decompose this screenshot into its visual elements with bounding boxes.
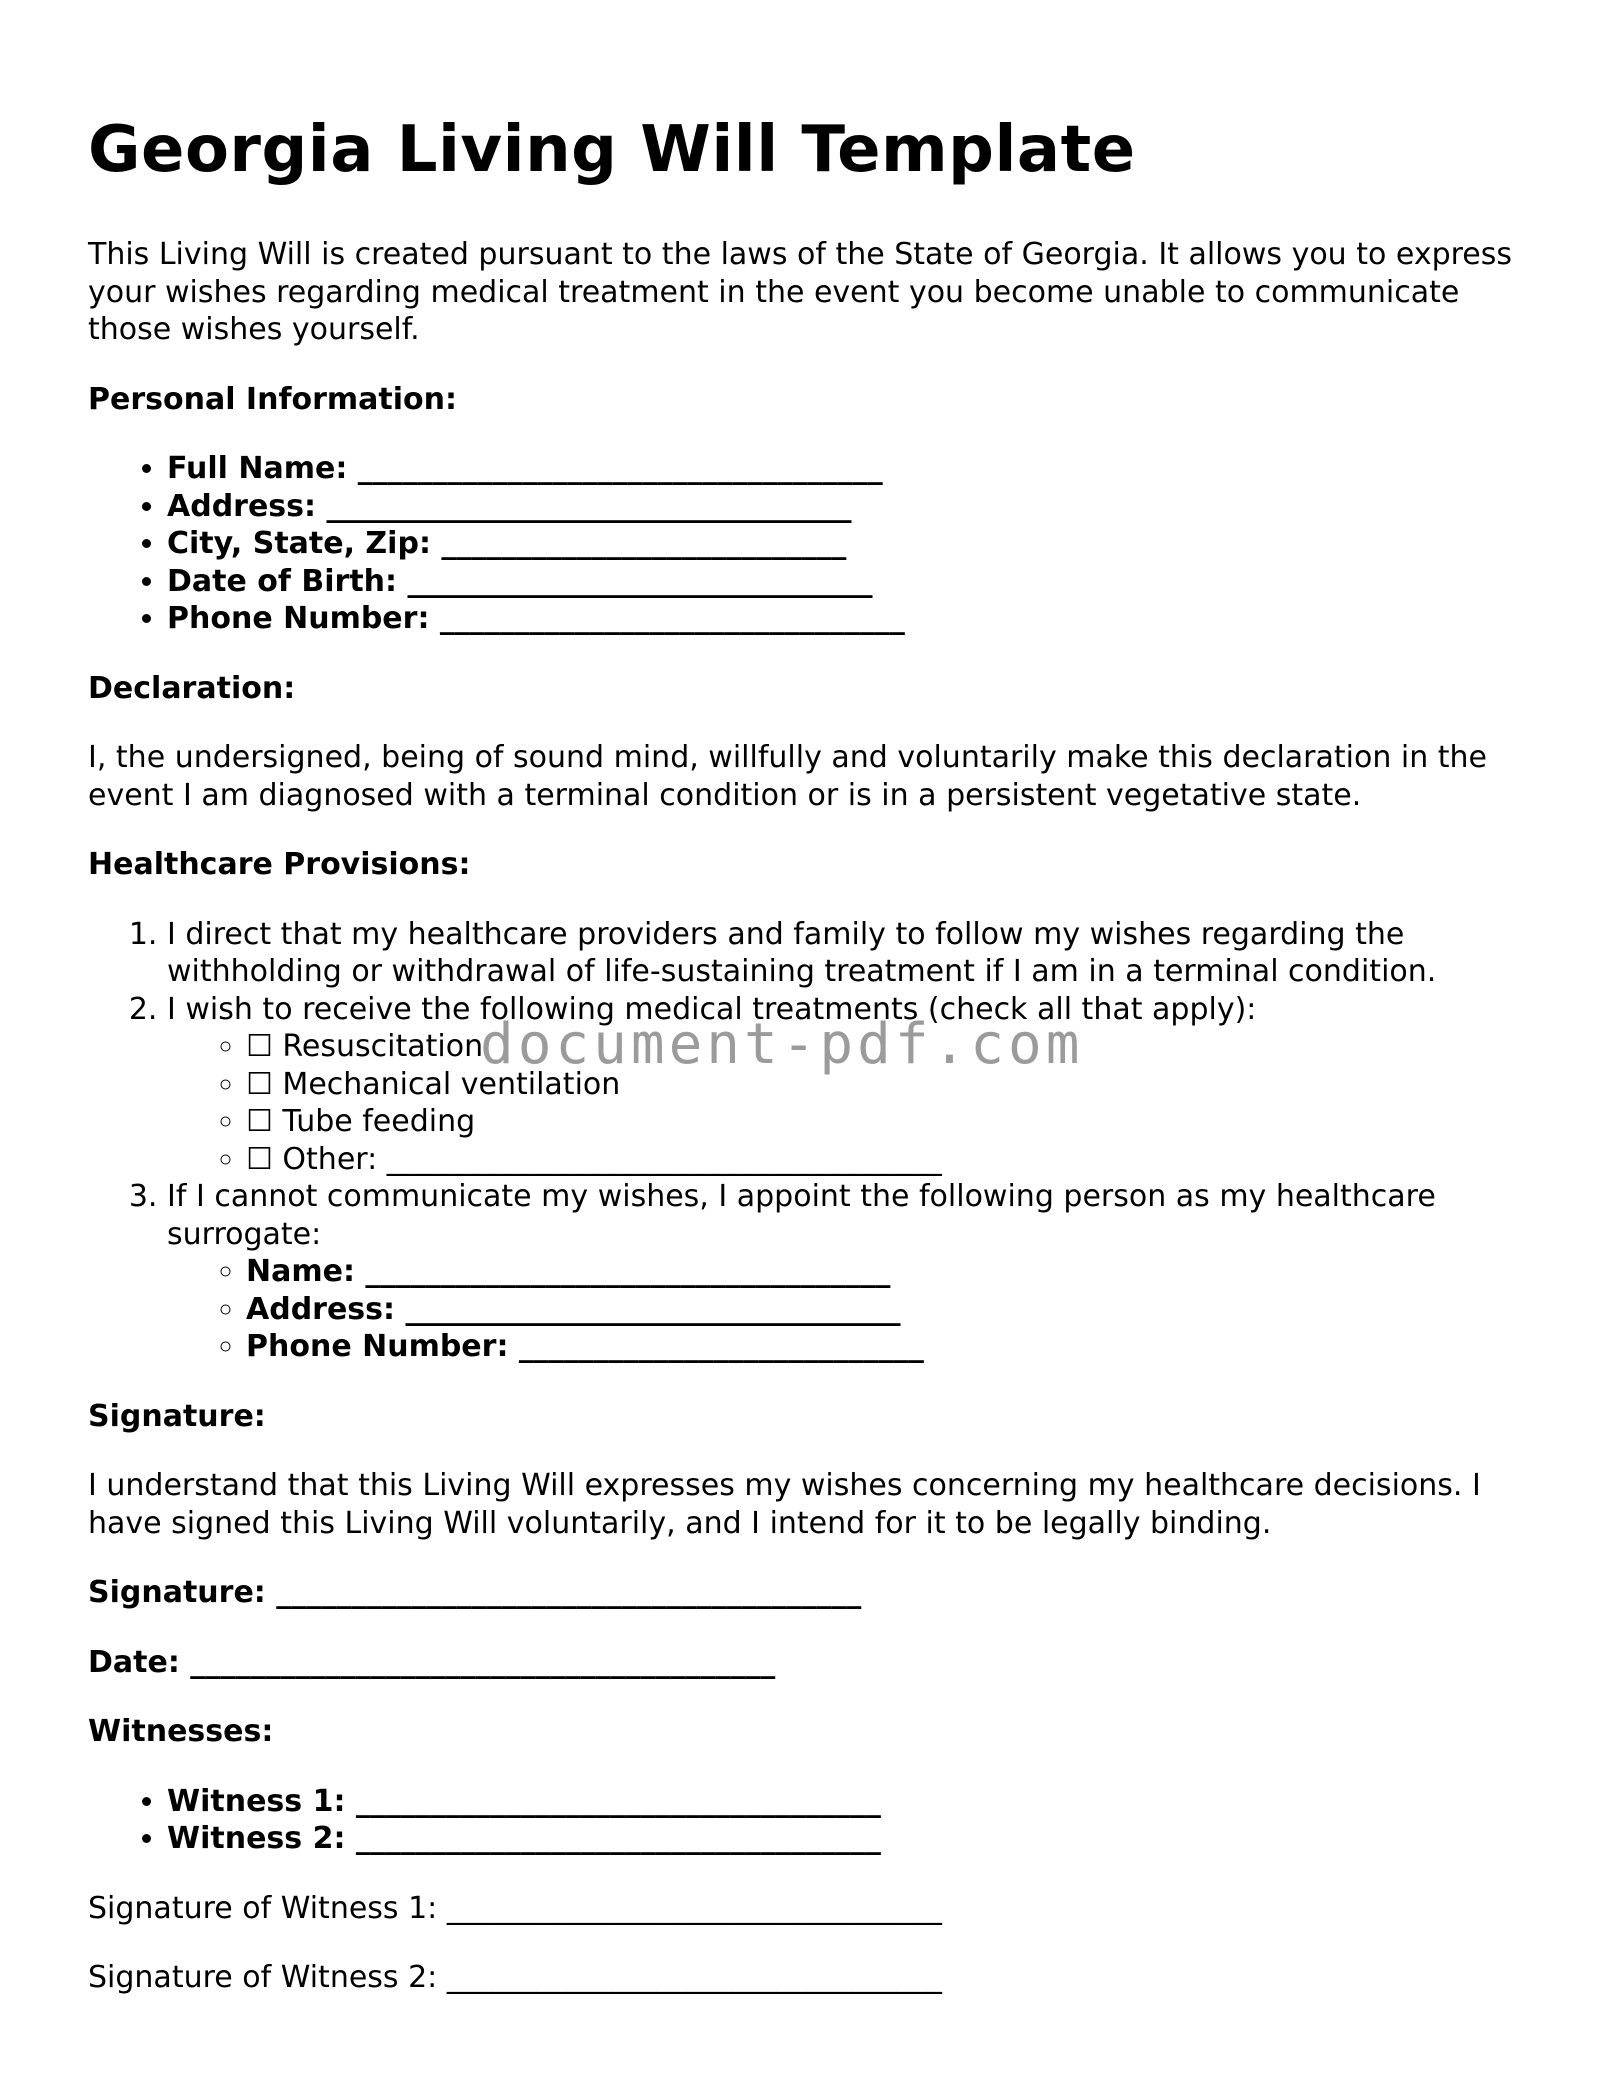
provision-item-2-text: I wish to receive the following medical treatments (check all that apply): bbox=[167, 991, 1257, 1027]
list-item bbox=[246, 1291, 1548, 1329]
witness-2-signature-line[interactable]: Signature of Witness 2: _________________________________ bbox=[88, 1960, 942, 1995]
fill-in-blank[interactable]: _________________________________ bbox=[405, 1291, 901, 1327]
field-label: Phone Number: bbox=[167, 601, 430, 636]
list-item bbox=[246, 1328, 1548, 1366]
signature-label: Signature: bbox=[88, 1575, 266, 1610]
page-title: Georgia Living Will Template bbox=[88, 113, 1136, 187]
signature-statement: I understand that this Living Will expresses my wishes concerning my healthcare decisions. I have signed this Living Will voluntarily, and I intend for it to be legally binding. bbox=[88, 1468, 1481, 1541]
declaration-heading: Declaration: bbox=[88, 670, 296, 706]
signature-line bbox=[88, 1574, 1548, 1612]
provision-item-3 bbox=[167, 1178, 1548, 1366]
field-label: Address: bbox=[167, 488, 317, 524]
fill-in-blank[interactable]: ___________________________________ bbox=[326, 488, 852, 524]
list-item bbox=[167, 563, 1548, 601]
field-label: Witness 1: bbox=[167, 1783, 346, 1819]
treatment-checkbox-other[interactable]: ◦ ☐ Other: _____________________________________ bbox=[246, 1141, 1548, 1179]
field-label: Address: bbox=[246, 1291, 396, 1327]
field-label: Phone Number: bbox=[246, 1329, 509, 1364]
personal-info-list bbox=[88, 450, 1548, 638]
list-item bbox=[246, 1253, 1548, 1291]
provision-item-1: 1. I direct that my healthcare providers and family to follow my wishes regarding the withholding or withdrawal of life-sustaining treatment if I am in a terminal condition. bbox=[167, 916, 1548, 991]
watermark: document-pdf.com bbox=[480, 1012, 1084, 1077]
signature-heading: Signature: bbox=[88, 1398, 266, 1434]
fill-in-blank[interactable]: ___________________________________ bbox=[365, 1254, 891, 1289]
treatment-checkbox-resuscitation[interactable]: ◦ ☐ Resuscitation bbox=[246, 1028, 1548, 1066]
fill-in-blank[interactable]: ___________________________ bbox=[441, 526, 847, 561]
provisions-list bbox=[88, 916, 1548, 1366]
list-item bbox=[167, 1820, 1548, 1858]
field-label: Full Name: bbox=[167, 451, 348, 486]
field-label: Witness 2: bbox=[167, 1821, 346, 1856]
personal-info-heading: Personal Information: bbox=[88, 381, 457, 417]
field-label: City, State, Zip: bbox=[167, 526, 431, 561]
fill-in-blank[interactable]: _______________________________ bbox=[407, 563, 873, 599]
list-item bbox=[167, 1783, 1548, 1821]
declaration-text: I, the undersigned, being of sound mind, willfully and voluntarily make this declaration in the event I am diagnosed with a terminal condition or is in a persistent vegetative state. bbox=[88, 740, 1487, 813]
list-item bbox=[167, 525, 1548, 563]
field-label: Date of Birth: bbox=[167, 563, 398, 599]
field-label: Name: bbox=[246, 1254, 355, 1289]
treatment-checkbox-tube-feeding[interactable]: ◦ ☐ Tube feeding bbox=[246, 1103, 1548, 1141]
list-item bbox=[167, 488, 1548, 526]
treatment-checkbox-ventilation[interactable]: ◦ ☐ Mechanical ventilation bbox=[246, 1066, 1548, 1104]
date-blank[interactable]: _______________________________________ bbox=[190, 1644, 776, 1680]
fill-in-blank[interactable]: ___________________________ bbox=[518, 1329, 924, 1364]
surrogate-fields bbox=[167, 1253, 1548, 1366]
provisions-heading: Healthcare Provisions: bbox=[88, 847, 471, 882]
signature-blank[interactable]: _______________________________________ bbox=[276, 1575, 862, 1610]
fill-in-blank[interactable]: _______________________________ bbox=[439, 601, 905, 636]
provision-item-3-text: If I cannot communicate my wishes, I appoint the following person as my healthcare surrogate: bbox=[167, 1179, 1436, 1252]
fill-in-blank[interactable]: ___________________________________ bbox=[357, 451, 883, 486]
fill-in-blank[interactable]: ___________________________________ bbox=[355, 1783, 881, 1819]
witness-1-signature-line[interactable]: Signature of Witness 1: _________________________________ bbox=[88, 1890, 942, 1926]
fill-in-blank[interactable]: ___________________________________ bbox=[355, 1821, 881, 1856]
date-label: Date: bbox=[88, 1644, 180, 1680]
list-item bbox=[167, 450, 1548, 488]
intro-paragraph: This Living Will is created pursuant to the laws of the State of Georgia. It allows you to express your wishes regarding medical treatment in the event you become unable to communicate those wishes yourself. bbox=[88, 237, 1513, 347]
witness-list bbox=[88, 1783, 1548, 1858]
witnesses-heading: Witnesses: bbox=[88, 1714, 274, 1749]
date-line bbox=[88, 1644, 1548, 1682]
list-item bbox=[167, 600, 1548, 638]
